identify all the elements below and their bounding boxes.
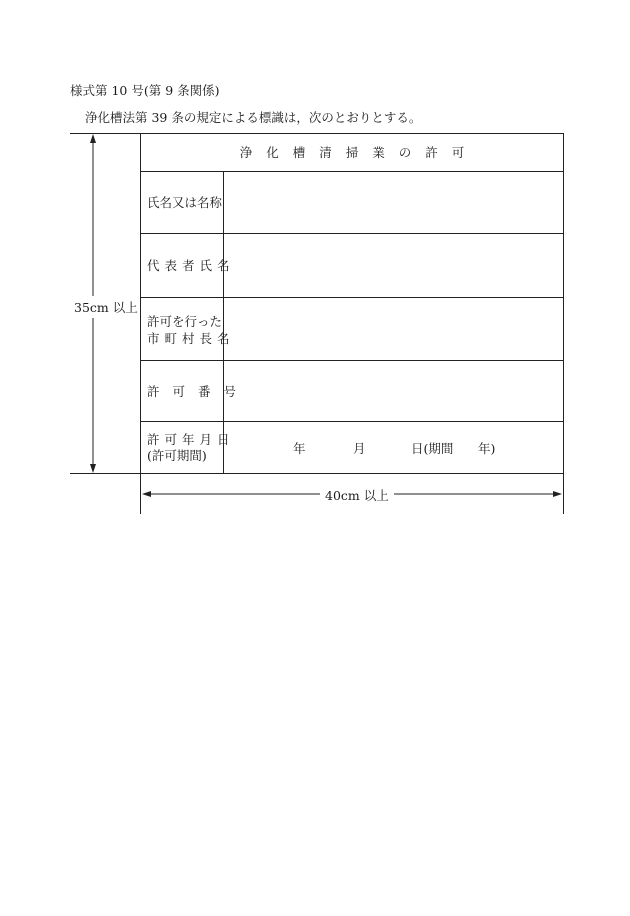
date-month: 月: [353, 441, 366, 456]
row-label-permit-date-line1: 許可年月日: [147, 432, 235, 447]
date-day-period: 日(期間: [411, 441, 454, 456]
row-label-mayor-line1: 許可を行った: [147, 314, 223, 329]
row-label-permit-date-line2: (許可期間): [147, 448, 207, 463]
row-label-representative: 代表者氏名: [147, 258, 235, 273]
width-arrow-head-right: [553, 491, 562, 497]
intro-text: 浄化槽法第 39 条の規定による標識は，次のとおりとする。: [85, 110, 422, 125]
height-arrow-head-bottom: [90, 464, 96, 473]
date-year: 年: [293, 441, 306, 456]
height-dimension-label: 35cm 以上: [72, 296, 140, 318]
form-number: 様式第 10 号(第 9 条関係): [70, 83, 220, 98]
row-label-permit-number: 許可番号: [147, 384, 250, 399]
row-label-mayor-line2: 市町村長名: [147, 331, 235, 346]
width-dimension-label: 40cm 以上: [320, 486, 394, 504]
row-label-name: 氏名又は名称: [147, 195, 223, 210]
width-arrow-head-left: [142, 491, 151, 497]
date-period-year: 年): [478, 441, 496, 456]
sign-title: 浄化槽清掃業の許可: [239, 145, 479, 160]
height-arrow-head-top: [90, 134, 96, 143]
